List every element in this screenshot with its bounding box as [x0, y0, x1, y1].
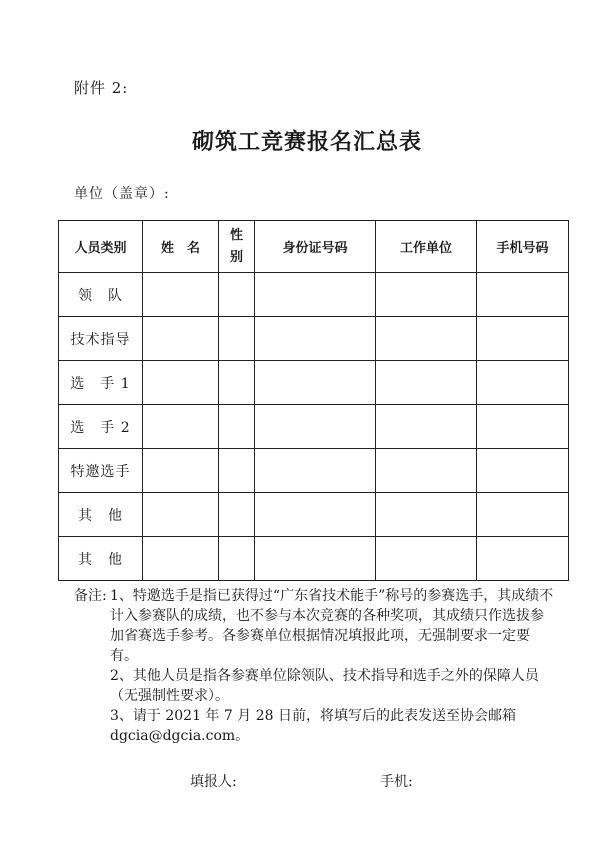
name-cell[interactable] — [143, 361, 219, 405]
gender-cell[interactable] — [219, 493, 255, 537]
unit-seal-label: 单位（盖章）: — [74, 186, 170, 202]
table-header-row — [59, 221, 569, 273]
table-row — [59, 317, 569, 361]
name-cell[interactable] — [143, 449, 219, 493]
name-cell[interactable] — [143, 405, 219, 449]
phone-cell[interactable] — [477, 361, 569, 405]
phone-label: 手机: — [380, 774, 413, 790]
work-unit-cell[interactable] — [376, 405, 477, 449]
id-number-cell[interactable] — [255, 361, 376, 405]
row-category: 其 他 — [59, 493, 143, 537]
registration-table — [58, 220, 569, 581]
gender-cell[interactable] — [219, 317, 255, 361]
header-gender — [219, 221, 255, 273]
phone-cell[interactable] — [477, 405, 569, 449]
gender-cell[interactable] — [219, 449, 255, 493]
phone-cell[interactable] — [477, 493, 569, 537]
work-unit-cell[interactable] — [376, 493, 477, 537]
table-row — [59, 405, 569, 449]
header-gender-top: 性 — [229, 227, 243, 243]
header-name: 姓 名 — [143, 221, 219, 273]
name-cell[interactable] — [143, 273, 219, 317]
id-number-cell[interactable] — [255, 537, 376, 581]
work-unit-cell[interactable] — [376, 361, 477, 405]
row-category: 技术指导 — [59, 317, 143, 361]
name-cell[interactable] — [143, 317, 219, 361]
filler-label: 填报人: — [190, 774, 237, 790]
notes-body — [110, 586, 554, 746]
gender-cell[interactable] — [219, 273, 255, 317]
gender-cell[interactable] — [219, 361, 255, 405]
header-phone: 手机号码 — [477, 221, 569, 273]
header-category: 人员类别 — [59, 221, 143, 273]
page-title: 砌筑工竞赛报名汇总表 — [191, 130, 422, 155]
row-category: 领 队 — [59, 273, 143, 317]
table-row — [59, 449, 569, 493]
id-number-cell[interactable] — [255, 317, 376, 361]
header-gender-bottom: 别 — [229, 249, 243, 265]
notes-label: 备注: — [74, 588, 107, 604]
id-number-cell[interactable] — [255, 449, 376, 493]
note-item-1: 1、特邀选手是指已获得过“广东省技术能手”称号的参赛选手，其成绩不计入参赛队的成绩，也不参与本次竞赛的各种奖项，其成绩只作选拔参加省赛选手参考。各参赛单位根据情况填报此项，无强制要求一定要有。 — [110, 588, 554, 664]
attachment-label: 附件 2: — [74, 79, 129, 97]
name-cell[interactable] — [143, 493, 219, 537]
id-number-cell[interactable] — [255, 493, 376, 537]
phone-cell[interactable] — [477, 273, 569, 317]
phone-cell[interactable] — [477, 537, 569, 581]
work-unit-cell[interactable] — [376, 273, 477, 317]
work-unit-cell[interactable] — [376, 537, 477, 581]
table-row — [59, 493, 569, 537]
id-number-cell[interactable] — [255, 273, 376, 317]
table-row — [59, 537, 569, 581]
row-category: 选 手 2 — [59, 405, 143, 449]
row-category: 特邀选手 — [59, 449, 143, 493]
gender-cell[interactable] — [219, 405, 255, 449]
notes-section — [74, 586, 554, 746]
table-row — [59, 361, 569, 405]
gender-cell[interactable] — [219, 537, 255, 581]
phone-cell[interactable] — [477, 317, 569, 361]
phone-cell[interactable] — [477, 449, 569, 493]
note-item-3: 3、请于 2021 年 7 月 28 日前，将填写后的此表发送至协会邮箱 dgcia@dgcia.com。 — [110, 708, 516, 744]
work-unit-cell[interactable] — [376, 449, 477, 493]
header-id-number: 身份证号码 — [255, 221, 376, 273]
note-item-2: 2、其他人员是指各参赛单位除领队、技术指导和选手之外的保障人员（无强制性要求）。 — [110, 668, 539, 704]
row-category: 其 他 — [59, 537, 143, 581]
row-category: 选 手 1 — [59, 361, 143, 405]
table-row — [59, 273, 569, 317]
work-unit-cell[interactable] — [376, 317, 477, 361]
name-cell[interactable] — [143, 537, 219, 581]
header-work-unit: 工作单位 — [376, 221, 477, 273]
id-number-cell[interactable] — [255, 405, 376, 449]
